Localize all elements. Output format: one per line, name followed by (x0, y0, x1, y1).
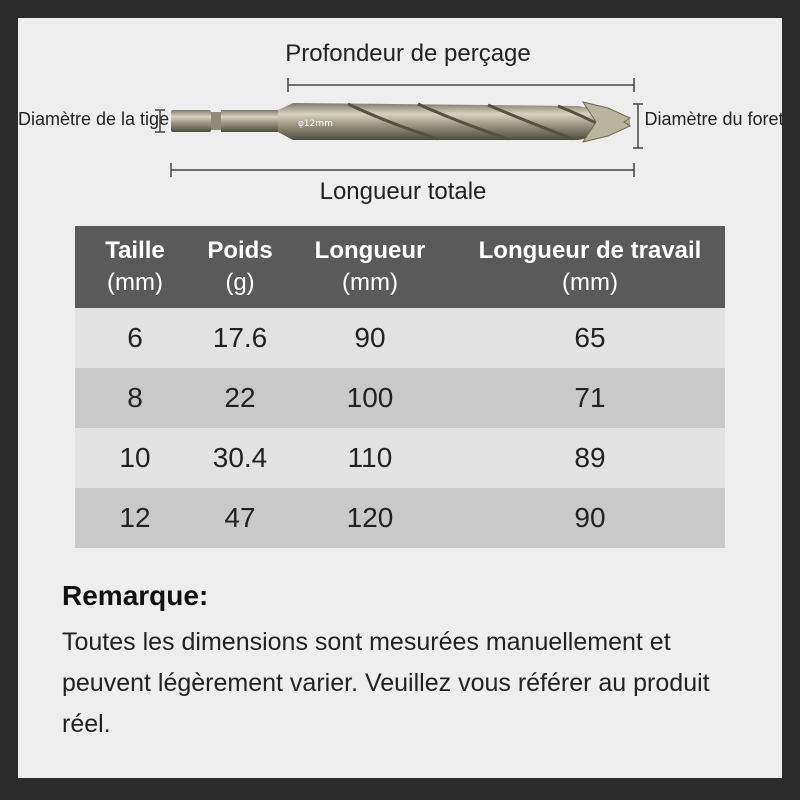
header-size (75, 226, 195, 308)
table-cell: 71 (455, 368, 725, 428)
drill-bit-illustration (18, 18, 782, 233)
drill-diameter-label: Diamètre du foret (644, 109, 784, 129)
table-cell: 110 (285, 428, 455, 488)
bit-engraving: φ12mm (298, 119, 333, 129)
table-cell: 100 (285, 368, 455, 428)
header-working-length (455, 226, 725, 308)
table-cell: 89 (455, 428, 725, 488)
drill-bit-diagram (18, 18, 782, 233)
header-weight (195, 226, 285, 308)
hex-shank (171, 110, 211, 132)
table-row (75, 428, 725, 488)
table-cell: 6 (75, 308, 195, 368)
shank-diameter-label: Diamètre de la tige (18, 109, 170, 129)
table-cell: 22 (195, 368, 285, 428)
spec-table (75, 226, 725, 548)
note-title: Remarque: (62, 580, 209, 611)
table-cell: 47 (195, 488, 285, 548)
table-cell: 90 (455, 488, 725, 548)
header-unit: (mm) (562, 269, 618, 296)
note-body: Toutes les dimensions sont mesurées manuellement et peuvent légèrement varier. Veuillez vous référer au produit réel. (62, 628, 710, 738)
drill-dimension-marker (633, 104, 643, 148)
header-title: Longueur (314, 237, 426, 264)
shank-groove (211, 112, 221, 130)
table-cell: 8 (75, 368, 195, 428)
header-title: Taille (105, 237, 165, 264)
table-cell: 17.6 (195, 308, 285, 368)
table-row (75, 488, 725, 548)
header-title: Longueur de travail (478, 237, 702, 264)
table-cell: 10 (75, 428, 195, 488)
shank-neck (221, 110, 278, 132)
depth-dimension-line (288, 78, 634, 92)
table-row (75, 368, 725, 428)
header-title: Poids (207, 237, 273, 264)
table-header-row (75, 226, 725, 308)
product-card (18, 18, 782, 778)
header-length (285, 226, 455, 308)
table-cell: 12 (75, 488, 195, 548)
total-dimension-line (171, 163, 634, 177)
table-cell: 30.4 (195, 428, 285, 488)
header-unit: (mm) (342, 269, 398, 296)
total-length-label: Longueur totale (319, 178, 487, 205)
table-cell: 120 (285, 488, 455, 548)
header-unit: (mm) (107, 269, 163, 296)
drilling-depth-label: Profondeur de perçage (285, 40, 531, 67)
header-unit: (g) (225, 269, 255, 296)
table-row (75, 308, 725, 368)
table-cell: 65 (455, 308, 725, 368)
table-cell: 90 (285, 308, 455, 368)
shank-dimension-marker (155, 110, 165, 132)
